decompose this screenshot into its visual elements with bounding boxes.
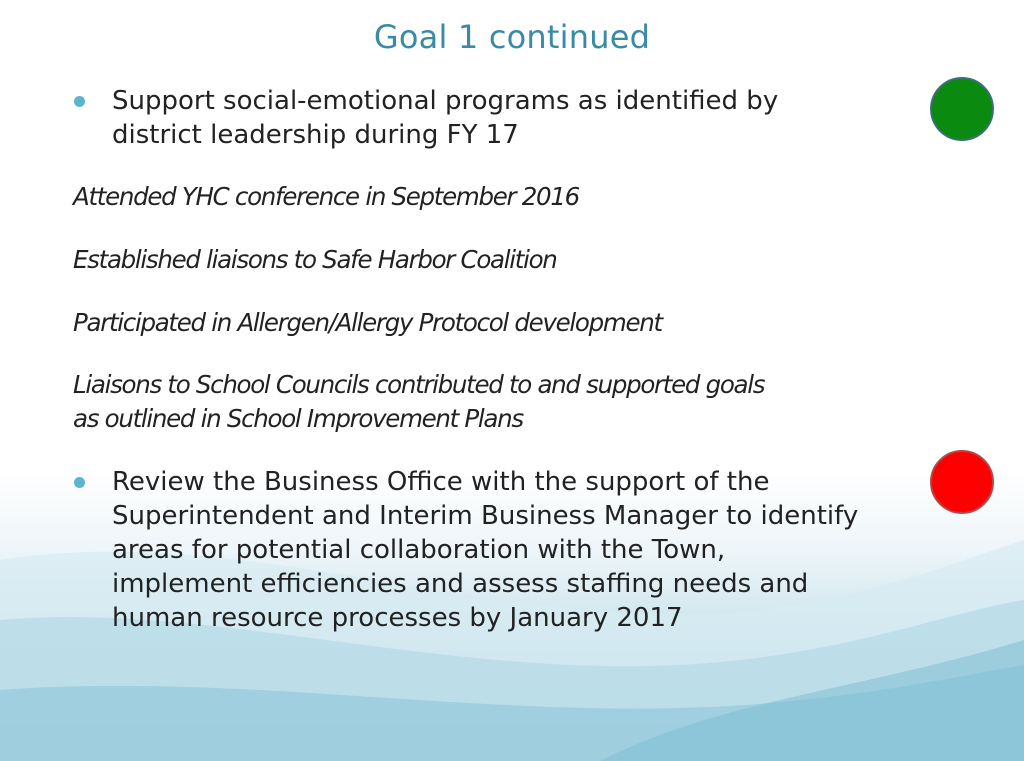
note-safe-harbor: Established liaisons to Safe Harbor Coalition xyxy=(73,245,557,274)
bullet-text: Support social-emotional programs as identified by district leadership during FY 17 xyxy=(112,86,779,150)
status-indicator-red xyxy=(930,450,994,514)
bullet-item-social-emotional xyxy=(72,84,892,152)
note-yhc-conference: Attended YHC conference in September 2016 xyxy=(73,182,579,211)
note-allergy-protocol: Participated in Allergen/Allergy Protocol development xyxy=(73,308,662,337)
bullet-icon xyxy=(74,96,85,107)
slide-title: Goal 1 continued xyxy=(373,18,651,56)
bullet-item-business-office xyxy=(72,465,892,635)
note-school-councils: Liaisons to School Councils contributed to and supported goals as outlined in School Improvement Plans xyxy=(73,370,765,433)
bullet-text: Review the Business Office with the support of the Superintendent and Interim Business Manager to identify areas for potential collaboration with the Town, implement efficiencies and assess staffing needs and human resource processes by January 2017 xyxy=(112,467,859,633)
status-indicator-green xyxy=(930,77,994,141)
bullet-icon xyxy=(74,477,85,488)
